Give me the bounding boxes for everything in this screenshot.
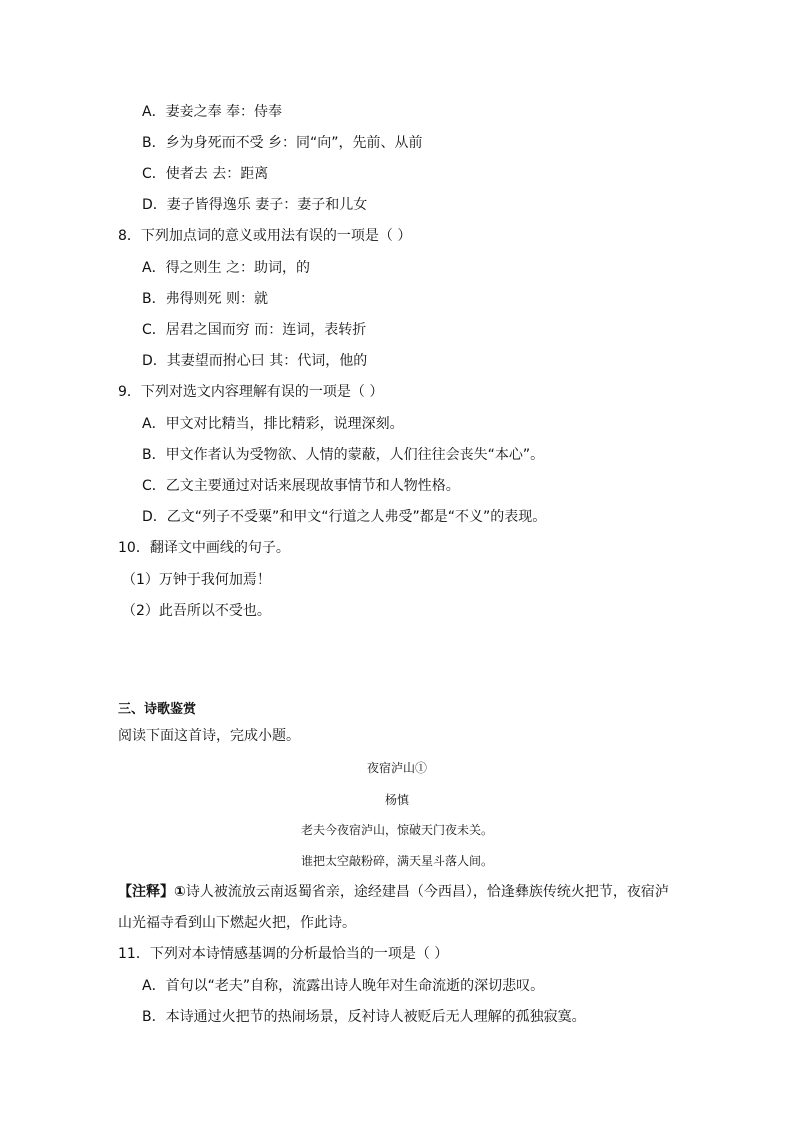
q9-option-c: C．乙文主要通过对话来展现故事情节和人物性格。 <box>142 478 460 494</box>
q7-option-a: A．妻妾之奉 奉：侍奉 <box>142 104 283 120</box>
q10-item-1: （1）万钟于我何加焉！ <box>122 572 271 588</box>
q10-stem: 10．翻译文中画线的句子。 <box>118 540 290 556</box>
q8-option-b: B．弗得则死 则：就 <box>142 291 269 307</box>
poem-title <box>0 758 794 778</box>
q11-stem: 11．下列对本诗情感基调的分析最恰当的一项是（ ） <box>118 946 449 962</box>
q8-option-d: D．其妻望而拊心曰 其：代词，他的 <box>142 353 368 369</box>
q7-option-b: B．乡为身死而不受 乡：同“向”，先前、从前 <box>142 135 423 151</box>
q9-option-d: D．乙文“列子不受粟”和甲文“行道之人弗受”都是“不义”的表现。 <box>142 509 547 525</box>
q10-item-2: （2）此吾所以不受也。 <box>122 603 271 619</box>
note-text-1: 诗人被流放云南返蜀省亲，途经建昌（今西昌），恰逢彝族传统火把节，夜宿泸 <box>185 884 669 900</box>
poem-author: 杨慎 <box>384 793 409 807</box>
note-line-1 <box>118 882 669 902</box>
section-heading: 三、诗歌鉴赏 <box>118 702 197 717</box>
poem-line-2: 谁把太空敲粉碎，满天星斗落人间。 <box>300 854 493 868</box>
section-intro: 阅读下面这首诗，完成小题。 <box>118 728 300 744</box>
note-line-2: 山光福寺看到山下燃起火把，作此诗。 <box>118 915 356 931</box>
q8-stem: 8．下列加点词的意义或用法有误的一项是（ ） <box>118 228 412 244</box>
q7-option-d: D．妻子皆得逸乐 妻子：妻子和儿女 <box>142 197 368 213</box>
q8-option-a: A．得之则生 之：助词，的 <box>142 260 311 276</box>
poem-title-text: 夜宿泸山 <box>366 761 415 775</box>
q11-option-a: A．首句以“老夫”自称，流露出诗人晚年对生命流逝的深切悲叹。 <box>142 978 545 994</box>
note-mark: ① <box>174 884 186 900</box>
poem-note-mark: ① <box>415 761 428 775</box>
q9-stem: 9．下列对选文内容理解有误的一项是（ ） <box>118 384 384 400</box>
q11-option-b: B．本诗通过火把节的热闹场景，反衬诗人被贬后无人理解的孤独寂寞。 <box>142 1009 586 1025</box>
poem-line-1: 老夫今夜宿泸山，惊破天门夜未关。 <box>300 823 493 837</box>
q9-option-a: A．甲文对比精当，排比精彩，说理深刻。 <box>142 416 404 432</box>
q9-option-b: B．甲文作者认为受物欲、人情的蒙蔽，人们往往会丧失“本心”。 <box>142 447 545 463</box>
note-label: 【注释】 <box>118 884 174 900</box>
q7-option-c: C．使者去 去：距离 <box>142 166 269 182</box>
q8-option-c: C．居君之国而穷 而：连词，表转折 <box>142 322 367 338</box>
